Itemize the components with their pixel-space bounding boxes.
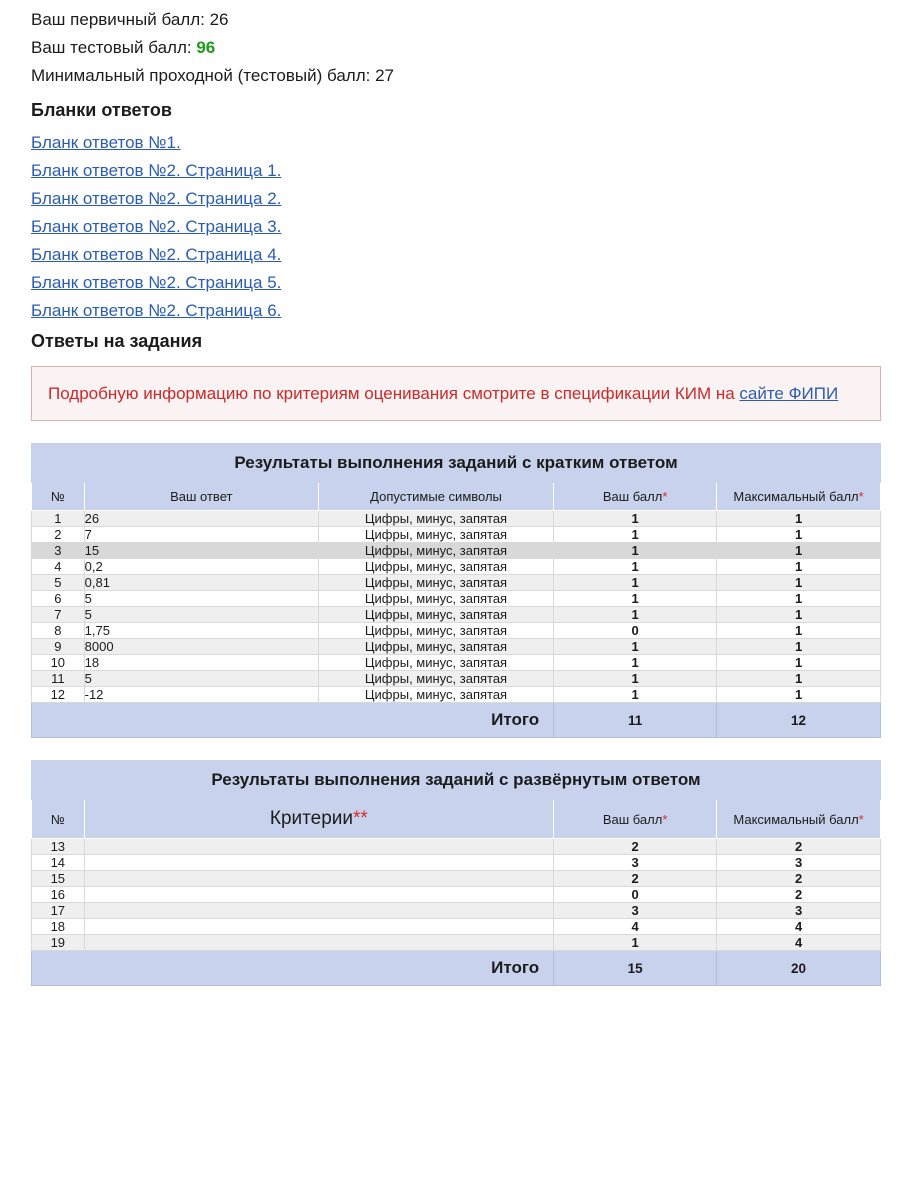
- your-score: 0: [554, 887, 717, 903]
- col-your-score: [554, 483, 717, 511]
- your-score: 1: [554, 639, 717, 655]
- total-max-score: 12: [717, 703, 881, 738]
- task-number: 10: [32, 655, 85, 671]
- detailed-answer-total-row: [32, 951, 881, 986]
- max-score: 3: [717, 855, 881, 871]
- total-label: Итого: [32, 951, 554, 986]
- max-score: 1: [717, 655, 881, 671]
- short-answer-row: [32, 543, 881, 559]
- max-score: 2: [717, 887, 881, 903]
- your-answer: 5: [84, 671, 318, 687]
- your-answer: 5: [84, 591, 318, 607]
- detailed-answer-row: [32, 935, 881, 951]
- allowed-symbols: Цифры, минус, запятая: [318, 623, 553, 639]
- exam-results-page: [31, 6, 881, 986]
- allowed-symbols: Цифры, минус, запятая: [318, 655, 553, 671]
- task-number: 6: [32, 591, 85, 607]
- col-your-score-label: Ваш балл: [602, 811, 663, 827]
- detailed-answer-results-table: [31, 760, 881, 986]
- test-score-value: 96: [196, 38, 216, 57]
- criteria: [84, 919, 554, 935]
- total-max-score: 20: [717, 951, 881, 986]
- detailed-answer-row: [32, 887, 881, 903]
- blanks-heading: Бланки ответов: [31, 100, 172, 120]
- max-score-asterisk: *: [858, 811, 864, 827]
- allowed-symbols: Цифры, минус, запятая: [318, 607, 553, 623]
- criteria: [84, 903, 554, 919]
- short-answer-table-title-row: [32, 444, 881, 483]
- task-number: 7: [32, 607, 85, 623]
- col-max-score: [717, 800, 881, 839]
- detailed-answer-row: [32, 839, 881, 855]
- allowed-symbols: Цифры, минус, запятая: [318, 639, 553, 655]
- your-score: 2: [554, 839, 717, 855]
- short-answer-row: [32, 527, 881, 543]
- short-answer-row: [32, 511, 881, 527]
- detailed-answer-row: [32, 919, 881, 935]
- your-answer: 18: [84, 655, 318, 671]
- allowed-symbols: Цифры, минус, запятая: [318, 543, 553, 559]
- detailed-answer-table-header-row: [32, 800, 881, 839]
- criteria-double-asterisk: **: [353, 808, 368, 829]
- criteria-notice-box: [31, 366, 881, 421]
- task-number: 12: [32, 687, 85, 703]
- col-max-score: [717, 483, 881, 511]
- your-answer: 26: [84, 511, 318, 527]
- col-your-answer: Ваш ответ: [84, 483, 318, 511]
- your-score: 1: [554, 607, 717, 623]
- your-score: 3: [554, 855, 717, 871]
- total-your-score: 15: [554, 951, 717, 986]
- max-score: 3: [717, 903, 881, 919]
- primary-score-value: 26: [209, 10, 229, 29]
- short-answer-row: [32, 623, 881, 639]
- fipi-site-link[interactable]: сайте ФИПИ: [739, 384, 839, 403]
- max-score: 1: [717, 575, 881, 591]
- max-score: 1: [717, 671, 881, 687]
- short-answer-row: [32, 559, 881, 575]
- blank-link-6[interactable]: Бланк ответов №2. Страница 5.: [31, 273, 282, 292]
- your-answer: 0,81: [84, 575, 318, 591]
- task-number: 17: [32, 903, 85, 919]
- your-score: 3: [554, 903, 717, 919]
- your-score: 1: [554, 543, 717, 559]
- col-criteria: [84, 800, 554, 839]
- detailed-answer-row: [32, 855, 881, 871]
- criteria: [84, 935, 554, 951]
- allowed-symbols: Цифры, минус, запятая: [318, 671, 553, 687]
- total-your-score: 11: [554, 703, 717, 738]
- your-answer: 1,75: [84, 623, 318, 639]
- detailed-answer-row: [32, 903, 881, 919]
- answer-blank-links: [31, 133, 881, 321]
- blank-link-3[interactable]: Бланк ответов №2. Страница 2.: [31, 189, 282, 208]
- allowed-symbols: Цифры, минус, запятая: [318, 527, 553, 543]
- your-score-asterisk: *: [662, 811, 668, 827]
- short-answer-row: [32, 671, 881, 687]
- max-score: 4: [717, 919, 881, 935]
- blank-link-7[interactable]: Бланк ответов №2. Страница 6.: [31, 301, 282, 320]
- your-score: 1: [554, 935, 717, 951]
- answers-heading: Ответы на задания: [31, 331, 203, 351]
- your-answer: -12: [84, 687, 318, 703]
- task-number: 13: [32, 839, 85, 855]
- task-number: 15: [32, 871, 85, 887]
- short-answer-row: [32, 655, 881, 671]
- your-answer: 5: [84, 607, 318, 623]
- blank-link-2[interactable]: Бланк ответов №2. Страница 1.: [31, 161, 282, 180]
- max-score: 1: [717, 639, 881, 655]
- max-score: 1: [717, 607, 881, 623]
- your-score: 1: [554, 591, 717, 607]
- short-answer-table-body: [32, 511, 881, 703]
- criteria: [84, 855, 554, 871]
- your-answer: 0,2: [84, 559, 318, 575]
- short-answer-row: [32, 575, 881, 591]
- col-max-score-label: Максимальный балл: [733, 489, 859, 504]
- notice-text: Подробную информацию по критериям оценивания смотрите в спецификации КИМ на: [48, 384, 740, 403]
- max-score: 4: [717, 935, 881, 951]
- blank-link-4[interactable]: Бланк ответов №2. Страница 3.: [31, 217, 282, 236]
- task-number: 18: [32, 919, 85, 935]
- blank-link-5[interactable]: Бланк ответов №2. Страница 4.: [31, 245, 282, 264]
- score-summary: [31, 6, 881, 90]
- your-score: 0: [554, 623, 717, 639]
- short-answer-results-table: [31, 443, 881, 738]
- col-number: №: [32, 483, 85, 511]
- detailed-answer-table-title: Результаты выполнения заданий с развёрнутым ответом: [32, 761, 881, 800]
- max-score: 2: [717, 839, 881, 855]
- criteria: [84, 871, 554, 887]
- max-score: 1: [717, 511, 881, 527]
- task-number: 1: [32, 511, 85, 527]
- max-score: 1: [717, 591, 881, 607]
- max-score: 2: [717, 871, 881, 887]
- test-score-line: [31, 34, 881, 62]
- task-number: 2: [32, 527, 85, 543]
- col-max-score-label: Максимальный балл: [733, 811, 859, 827]
- max-score: 1: [717, 623, 881, 639]
- task-number: 3: [32, 543, 85, 559]
- your-score-asterisk: *: [662, 489, 668, 504]
- task-number: 9: [32, 639, 85, 655]
- short-answer-row: [32, 687, 881, 703]
- task-number: 4: [32, 559, 85, 575]
- your-answer: 15: [84, 543, 318, 559]
- your-score: 1: [554, 511, 717, 527]
- short-answer-row: [32, 639, 881, 655]
- detailed-answer-row: [32, 871, 881, 887]
- col-your-score: [554, 800, 717, 839]
- your-score: 1: [554, 527, 717, 543]
- primary-score-label: Ваш первичный балл:: [31, 10, 205, 29]
- test-score-label: Ваш тестовый балл:: [31, 38, 192, 57]
- your-score: 1: [554, 575, 717, 591]
- task-number: 19: [32, 935, 85, 951]
- allowed-symbols: Цифры, минус, запятая: [318, 575, 553, 591]
- max-score: 1: [717, 527, 881, 543]
- max-score: 1: [717, 543, 881, 559]
- primary-score-line: [31, 6, 881, 34]
- allowed-symbols: Цифры, минус, запятая: [318, 591, 553, 607]
- your-score: 2: [554, 871, 717, 887]
- max-score: 1: [717, 559, 881, 575]
- your-score: 1: [554, 559, 717, 575]
- min-score-label: Минимальный проходной (тестовый) балл:: [31, 66, 371, 85]
- criteria: [84, 887, 554, 903]
- short-answer-table-header-row: [32, 483, 881, 511]
- max-score: 1: [717, 687, 881, 703]
- your-answer: 8000: [84, 639, 318, 655]
- detailed-answer-table-body: [32, 839, 881, 951]
- max-score-asterisk: *: [858, 489, 864, 504]
- col-your-score-label: Ваш балл: [602, 489, 663, 504]
- short-answer-row: [32, 607, 881, 623]
- task-number: 14: [32, 855, 85, 871]
- short-answer-total-row: [32, 703, 881, 738]
- blank-link-1[interactable]: Бланк ответов №1.: [31, 133, 181, 152]
- criteria: [84, 839, 554, 855]
- task-number: 5: [32, 575, 85, 591]
- your-score: 1: [554, 687, 717, 703]
- your-score: 1: [554, 655, 717, 671]
- min-score-value: 27: [375, 66, 394, 85]
- allowed-symbols: Цифры, минус, запятая: [318, 687, 553, 703]
- short-answer-table-title: Результаты выполнения заданий с кратким ответом: [32, 444, 881, 483]
- allowed-symbols: Цифры, минус, запятая: [318, 559, 553, 575]
- short-answer-row: [32, 591, 881, 607]
- your-answer: 7: [84, 527, 318, 543]
- total-label: Итого: [32, 703, 554, 738]
- min-score-line: [31, 62, 881, 90]
- allowed-symbols: Цифры, минус, запятая: [318, 511, 553, 527]
- detailed-answer-table-title-row: [32, 761, 881, 800]
- col-criteria-label: Критерии: [269, 808, 354, 829]
- your-score: 1: [554, 671, 717, 687]
- task-number: 8: [32, 623, 85, 639]
- your-score: 4: [554, 919, 717, 935]
- col-number: №: [32, 800, 85, 839]
- task-number: 11: [32, 671, 85, 687]
- task-number: 16: [32, 887, 85, 903]
- col-allowed-symbols: Допустимые символы: [318, 483, 553, 511]
